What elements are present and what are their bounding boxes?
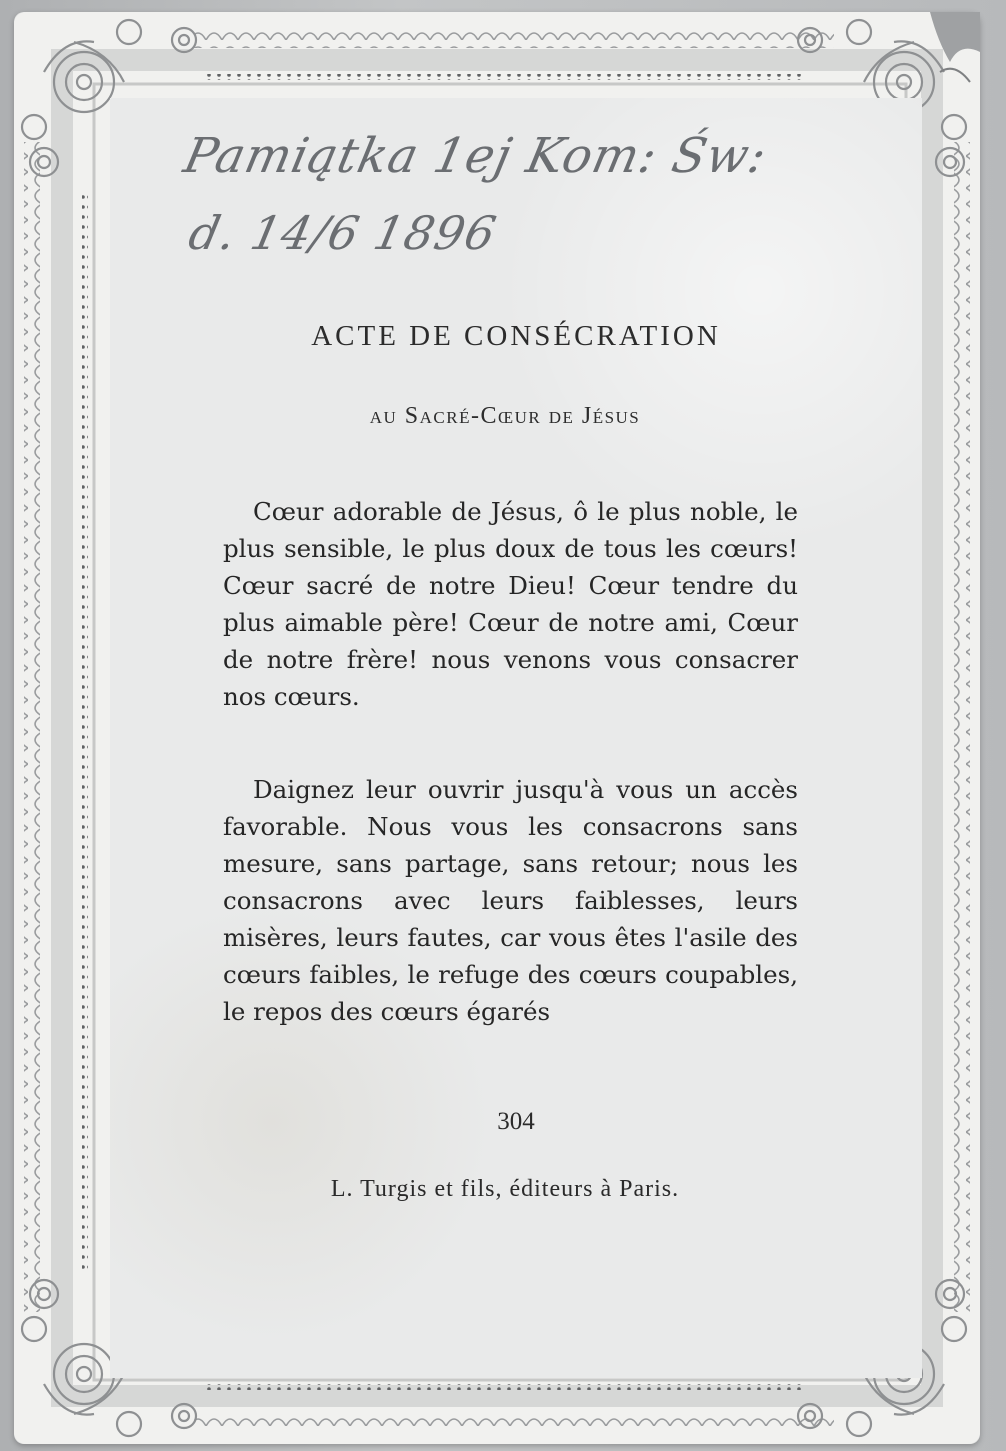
card-title: ACTE DE CONSÉCRATION bbox=[311, 320, 721, 352]
prayer-paragraph-2: Daignez leur ouvrir jusqu'à vous un accès favorable. Nous vous les consacrons sans mesure, sans partage, sans retour; nous les consacrons avec leurs faiblesses, leurs misères, leurs fautes, car vous êtes l'asile des cœurs faibles, le refuge des cœurs coupables, le repos des cœurs égarés bbox=[223, 775, 798, 1026]
card-subtitle: au Sacré-Cœur de Jésus bbox=[369, 403, 641, 429]
prayer-paragraph-1: Cœur adorable de Jésus, ô le plus noble, le plus sensible, le plus doux de tous les cœurs! Cœur sacré de notre Dieu! Cœur tendre du plus aimable père! Cœur de notre ami, Cœur de notre frère! nous venons vous consacrer nos cœurs. bbox=[223, 497, 798, 711]
page-number: 304 bbox=[497, 1108, 535, 1135]
handwritten-inscription-line-1: Pamiątka 1ej Kom: Św: bbox=[179, 128, 773, 184]
lace-holy-card bbox=[14, 12, 980, 1444]
publisher-line: L. Turgis et fils, éditeurs à Paris. bbox=[330, 1176, 680, 1202]
torn-corner-mark bbox=[920, 12, 980, 92]
printed-text-panel bbox=[110, 98, 922, 1378]
handwritten-inscription-line-2: d. 14/6 1896 bbox=[184, 206, 502, 260]
